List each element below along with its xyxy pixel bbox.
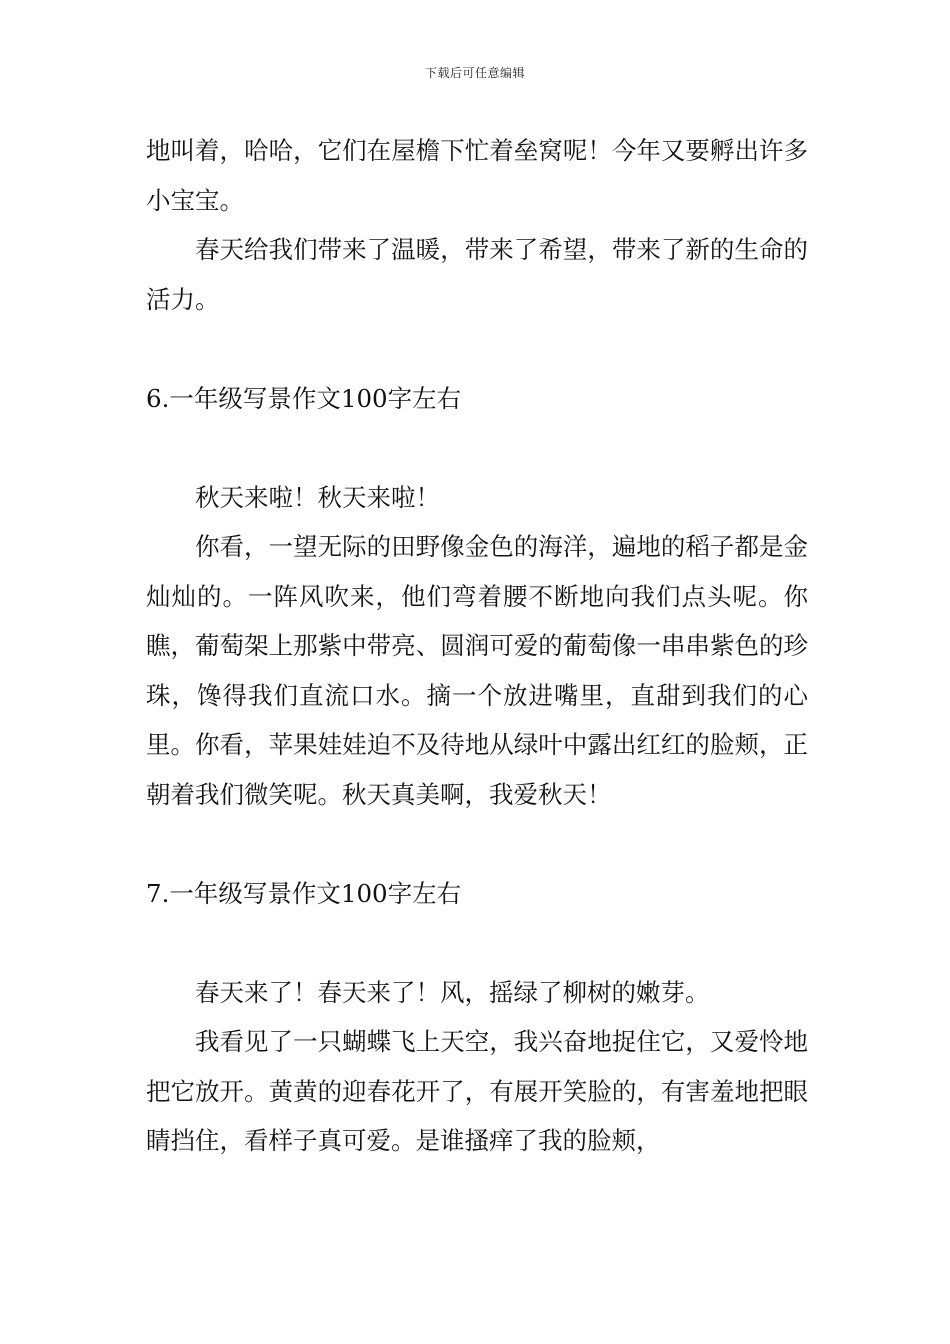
page-header: 下载后可任意编辑 [424,66,525,80]
document-body [146,126,808,1166]
spacer [146,918,808,968]
spacer [146,819,808,869]
section-heading-6: 6.一年级写景作文100字左右 [146,383,462,413]
paragraph-2: 春天给我们带来了温暖，带来了希望，带来了新的生命的活力。 [146,235,808,314]
paragraph-5: 春天来了！春天来了！风，摇绿了柳树的嫩芽。 [195,977,710,1007]
paragraph-1: 地叫着，哈哈，它们在屋檐下忙着垒窝呢！今年又要孵出许多小宝宝。 [146,136,808,215]
paragraph-6: 我看见了一只蝴蝶飞上天空，我兴奋地捉住它，又爱怜地把它放开。黄黄的迎春花开了，有展开笑脸的，有害羞地把眼睛挡住，看样子真可爱。是谁搔痒了我的脸颊， [146,1027,808,1155]
section-heading-7: 7.一年级写景作文100字左右 [146,878,462,908]
paragraph-4: 你看，一望无际的田野像金色的海洋，遍地的稻子都是金灿灿的。一阵风吹来，他们弯着腰不断地向我们点头呢。你瞧，葡萄架上那紫中带亮、圆润可爱的葡萄像一串串紫色的珍珠，馋得我们直流口水。摘一个放进嘴里，直甜到我们的心里。你看，苹果娃娃迫不及待地从绿叶中露出红红的脸颊，正朝着我们微笑呢。秋天真美啊，我爱秋天！ [146,532,808,809]
spacer [146,324,808,374]
spacer [146,423,808,473]
paragraph-3: 秋天来啦！秋天来啦！ [195,482,440,512]
